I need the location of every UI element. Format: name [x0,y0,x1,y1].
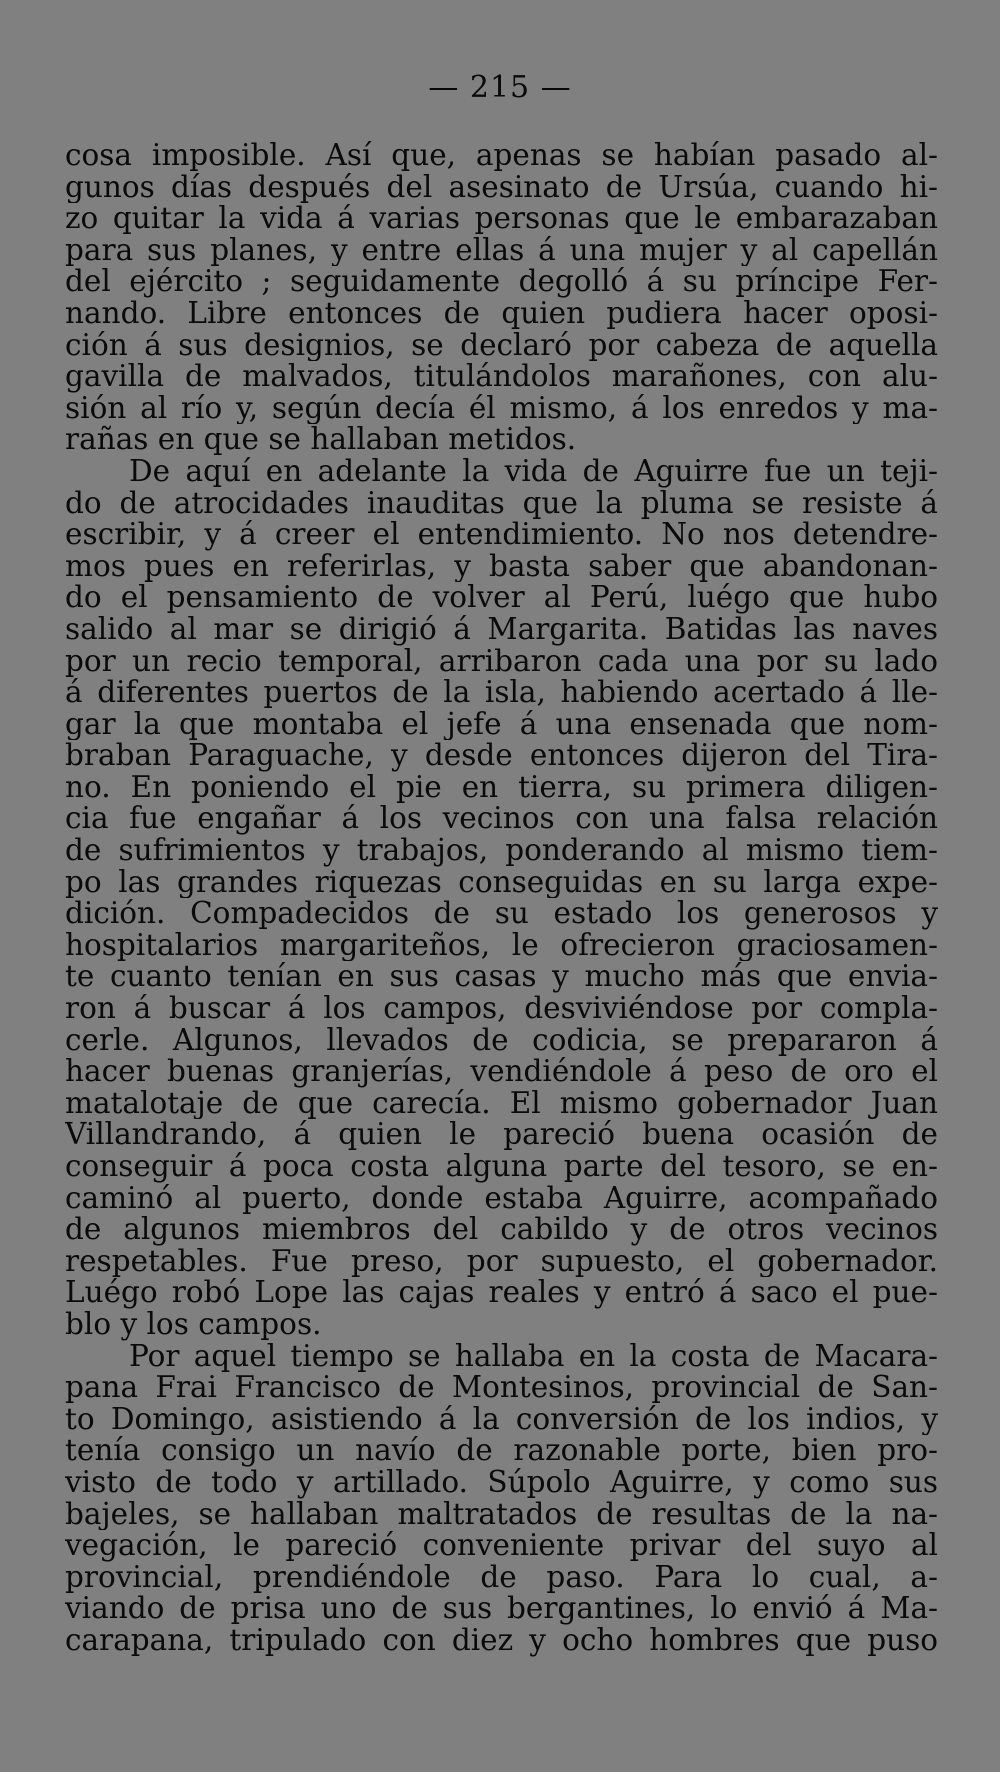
text-line: De aquí en adelante la vida de Aguirre fue un teji- [129,455,938,488]
text-line: pana Frai Francisco de Montesinos, provincial de San- [65,1372,938,1404]
text-line: sión al río y, según decía él mismo, á los enredos y ma- [65,392,938,425]
text-line: vegación, le pareció conveniente privar del suyo al [65,1530,938,1562]
text-line: to Domingo, asistiendo á la conversión de los indios, y [65,1403,938,1436]
text-line: do el pensamiento de volver al Perú, luégo que hubo [65,582,938,614]
page-number: — 215 — [428,70,572,105]
text-line: escribir, y á creer el entendimiento. No nos detendre- [65,519,938,551]
text-line: cia fue engañar á los vecinos con una falsa relación [65,803,938,836]
text-line: mos pues en referirlas, y basta saber que abandonan- [65,550,938,583]
text-line: ción á sus designios, se declaró por cabeza de aquella [65,329,938,362]
text-line: matalotaje de que carecía. El mismo gobernador Juan [65,1087,938,1120]
body-text [65,140,938,1657]
text-line: Por aquel tiempo se hallaba en la costa de Macara- [129,1340,938,1373]
text-line: tenía consigo un navío de razonable porte, bien pro- [65,1435,938,1467]
text-line: gunos días después del asesinato de Ursúa, cuando hi- [65,171,938,204]
text-line: de algunos miembros del cabildo y de otros vecinos [65,1214,938,1246]
text-line: de sufrimientos y trabajos, ponderando al mismo tiem- [65,835,938,867]
text-line: cosa imposible. Así que, apenas se habían pasado al- [65,140,938,172]
text-line: hacer buenas granjerías, vendiéndole á peso de oro el [65,1056,938,1088]
text-line: respetables. Fue preso, por supuesto, el gobernador. [65,1245,938,1278]
text-line: nando. Libre entonces de quien pudiera hacer oposi- [65,297,938,330]
text-line: dición. Compadecidos de su estado los generosos y [65,898,938,930]
text-line: rañas en que se hallaban metidos. [65,424,577,456]
text-line: braban Paraguache, y desde entonces dijeron del Tira- [65,740,938,772]
text-line: bajeles, se hallaban maltratados de resultas de la na- [65,1498,938,1531]
text-line: Villandrando, á quien le pareció buena ocasión de [65,1119,938,1151]
text-line: á diferentes puertos de la isla, habiendo acertado á lle- [65,677,938,709]
text-line: blo y los campos. [65,1308,322,1341]
text-line: viando de prisa uno de sus bergantines, lo envió á Ma- [65,1593,938,1625]
text-line: para sus planes, y entre ellas á una mujer y al capellán [65,234,938,267]
text-line: po las grandes riquezas conseguidas en su larga expe- [65,866,938,899]
text-line: no. En poniendo el pie en tierra, su primera diligen- [65,771,938,804]
text-line: por un recio temporal, arribaron cada una por su lado [65,645,938,678]
text-line: gar la que montaba el jefe á una ensenada que nom- [65,708,938,741]
text-line: visto de todo y artillado. Súpolo Aguirre, y como sus [65,1466,938,1499]
text-line: te cuanto tenían en sus casas y mucho más que envia- [65,961,938,994]
text-line: Luégo robó Lope las cajas reales y entró á saco el pue- [65,1277,938,1309]
text-line: do de atrocidades inauditas que la pluma se resiste á [65,487,938,520]
text-line: hospitalarios margariteños, le ofrecieron graciosamen- [65,929,938,962]
text-line: caminó al puerto, donde estaba Aguirre, acompañado [65,1182,938,1215]
text-line: provincial, prendiéndole de paso. Para lo cual, a- [65,1561,938,1594]
text-line: del ejército ; seguidamente degolló á su príncipe Fer- [65,266,938,298]
text-line: conseguir á poca costa alguna parte del tesoro, se en- [65,1151,938,1183]
text-line: salido al mar se dirigió á Margarita. Batidas las naves [65,613,938,646]
text-line: carapana, tripulado con diez y ocho hombres que puso [65,1624,938,1657]
text-line: gavilla de malvados, titulándolos marañones, con alu- [65,361,938,393]
text-line: cerle. Algunos, llevados de codicia, se prepararon á [65,1024,938,1057]
text-line: zo quitar la vida á varias personas que le embarazaban [65,203,938,235]
text-line: ron á buscar á los campos, desviviéndose por compla- [65,993,938,1025]
